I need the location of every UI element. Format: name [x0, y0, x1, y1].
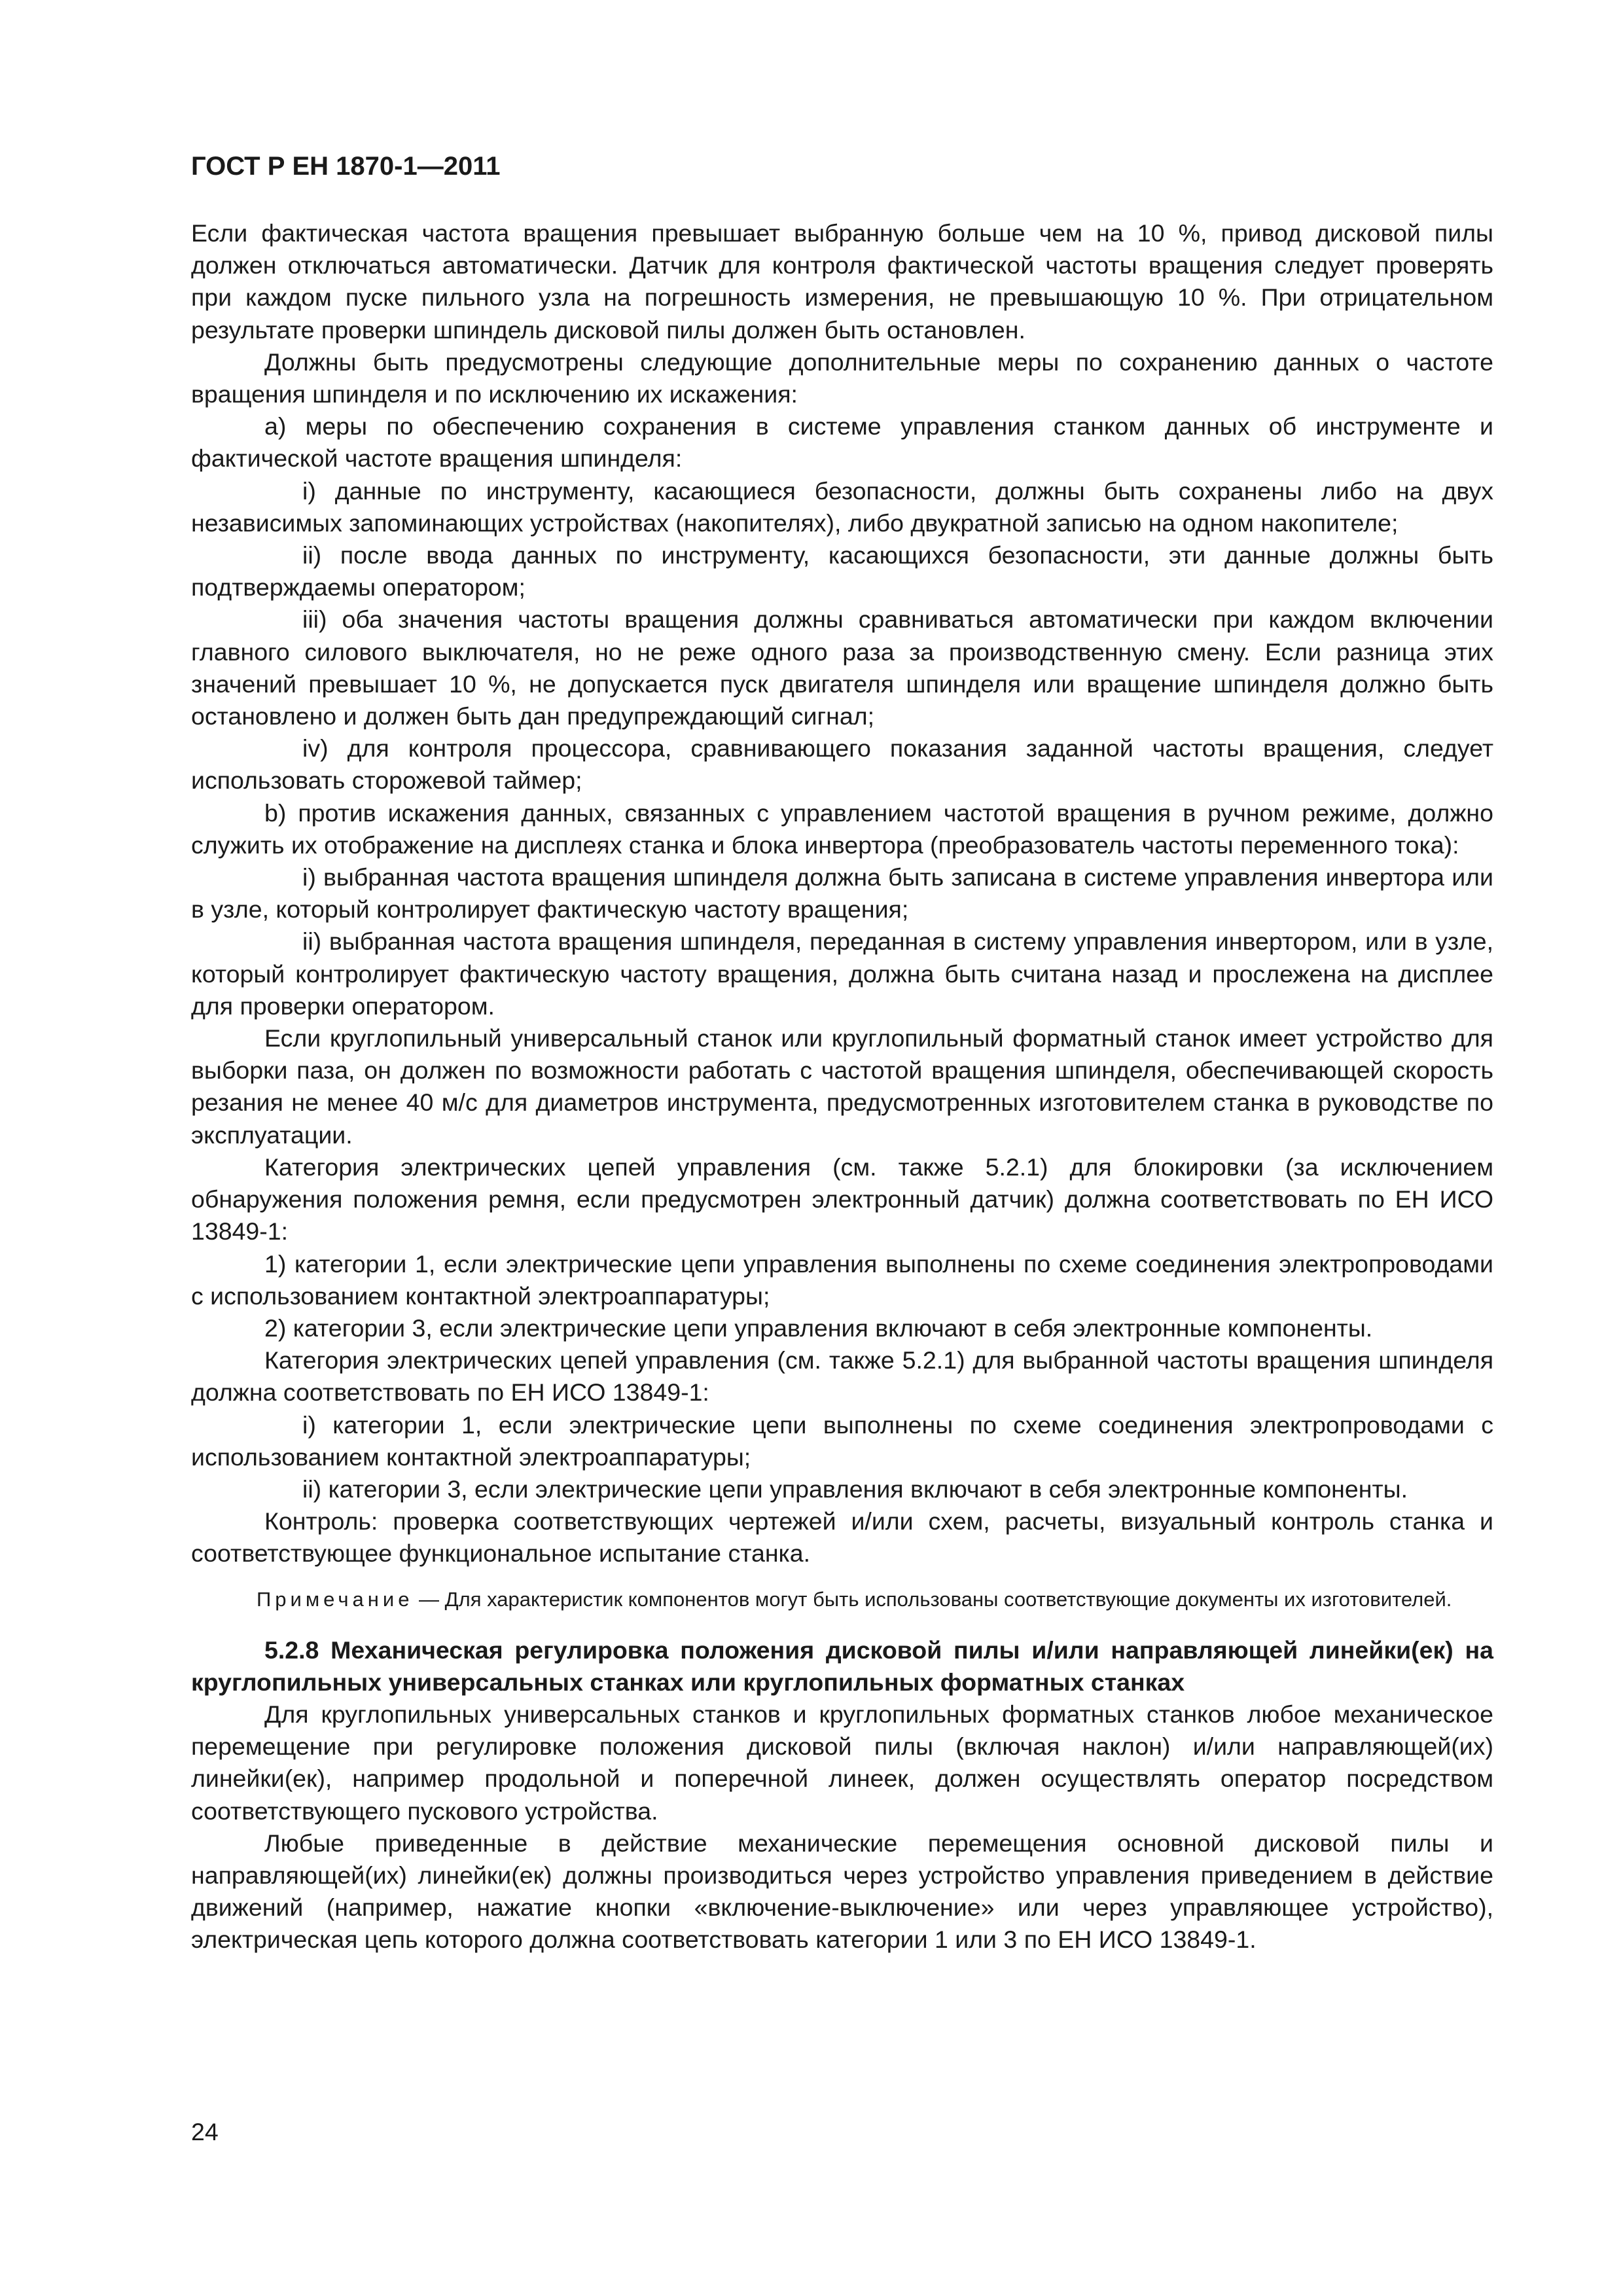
- note-label: Примечание: [257, 1587, 414, 1611]
- list-item: i) категории 1, если электрические цепи выполнены по схеме соединения электропроводами с использованием контактной электроаппаратуры;: [191, 1410, 1493, 1471]
- document-header: ГОСТ Р ЕН 1870-1—2011: [191, 152, 501, 181]
- note-text: — Для характеристик компонентов могут быть использованы соответствующие документы их изготовителей.: [413, 1587, 1452, 1611]
- document-page: [191, 151, 1493, 1956]
- list-item: 2) категории 3, если электрические цепи управления включают в себя электронные компоненты.: [264, 1314, 1373, 1342]
- paragraph: Должны быть предусмотрены следующие дополнительные меры по сохранению данных о частоте вращения шпинделя и по исключению их искажения:: [191, 348, 1493, 408]
- list-item: ii) после ввода данных по инструменту, касающихся безопасности, эти данные должны быть подтверждаемы оператором;: [191, 541, 1493, 601]
- list-item: i) данные по инструменту, касающиеся безопасности, должны быть сохранены либо на двух независимых запоминающих устройствах (накопителях), либо двукратной записью на одном накопителе;: [191, 476, 1493, 537]
- paragraph: Любые приведенные в действие механические перемещения основной дисковой пилы и направляющей(их) линейки(ек) должны производиться через устройство управления приведением в действие движений (например, нажатие кнопки «включение-выключение» или через управляющее устройство), электрическая цепь которого должна соответствовать категории 1 или 3 по ЕН ИСО 13849-1.: [191, 1829, 1493, 1954]
- list-item: ii) выбранная частота вращения шпинделя, переданная в систему управления инвертором, или в узле, который контролирует фактическую частоту вращения, должна быть считана назад и прослежена на дисплее для проверки оператором.: [191, 927, 1493, 1020]
- paragraph: Для круглопильных универсальных станков и круглопильных форматных станков любое механическое перемещение при регулировке положения дисковой пилы (включая наклон) и/или направляющей(их) линейки(ек), например продольной и поперечной линеек, должен осуществлять оператор посредством соответствующего пускового устройства.: [191, 1700, 1493, 1825]
- list-item: i) выбранная частота вращения шпинделя должна быть записана в системе управления инвертора или в узле, который контролирует фактическую частоту вращения;: [191, 863, 1493, 924]
- list-item: iv) для контроля процессора, сравнивающего показания заданной частоты вращения, следует использовать сторожевой таймер;: [191, 734, 1493, 795]
- paragraph: Если фактическая частота вращения превышает выбранную больше чем на 10 %, привод дисковой пилы должен отключаться автоматически. Датчик для контроля фактической частоты вращения следует проверять при каждом пуске пильного узла на погрешность измерения, не превышающую 10 %. При отрицательном результате проверки шпиндель дисковой пилы должен быть остановлен.: [191, 219, 1493, 344]
- list-item: 1) категории 1, если электрические цепи управления выполнены по схеме соединения электропроводами с использованием контактной электроаппаратуры;: [191, 1249, 1493, 1310]
- paragraph: Контроль: проверка соответствующих чертежей и/или схем, расчеты, визуальный контроль станка и соответствующее функциональное испытание станка.: [191, 1507, 1493, 1568]
- list-item: ii) категории 3, если электрические цепи управления включают в себя электронные компоненты.: [302, 1475, 1408, 1503]
- note: [191, 1587, 1493, 1612]
- paragraph: Если круглопильный универсальный станок или круглопильный форматный станок имеет устройство для выборки паза, он должен по возможности работать с частотой вращения шпинделя, обеспечивающей скорость резания не менее 40 м/с для диаметров инструмента, предусмотренных изготовителем станка в руководстве по эксплуатации.: [191, 1024, 1493, 1149]
- list-item: a) меры по обеспечению сохранения в системе управления станком данных об инструменте и фактической частоте вращения шпинделя:: [191, 412, 1493, 473]
- list-item: iii) оба значения частоты вращения должны сравниваться автоматически при каждом включении главного силового выключателя, но не реже одного раза за производственную смену. Если разница этих значений превышает 10 %, не допускается пуск двигателя шпинделя или вращение шпинделя должно быть остановлено и должен быть дан предупреждающий сигнал;: [191, 605, 1493, 730]
- paragraph: Категория электрических цепей управления (см. также 5.2.1) для блокировки (за исключением обнаружения положения ремня, если предусмотрен электронный датчик) должна соответствовать по ЕН ИСО 13849-1:: [191, 1153, 1493, 1246]
- page-number: 24: [191, 2118, 219, 2145]
- section-heading: 5.2.8 Механическая регулировка положения дисковой пилы и/или направляющей линейки(ек) на круглопильных универсальных станках или круглопильных форматных станках: [191, 1636, 1493, 1696]
- paragraph: Категория электрических цепей управления (см. также 5.2.1) для выбранной частоты вращения шпинделя должна соответствовать по ЕН ИСО 13849-1:: [191, 1346, 1493, 1407]
- list-item: b) против искажения данных, связанных с управлением частотой вращения в ручном режиме, должно служить их отображение на дисплеях станка и блока инвертора (преобразователь частоты переменного тока):: [191, 798, 1493, 859]
